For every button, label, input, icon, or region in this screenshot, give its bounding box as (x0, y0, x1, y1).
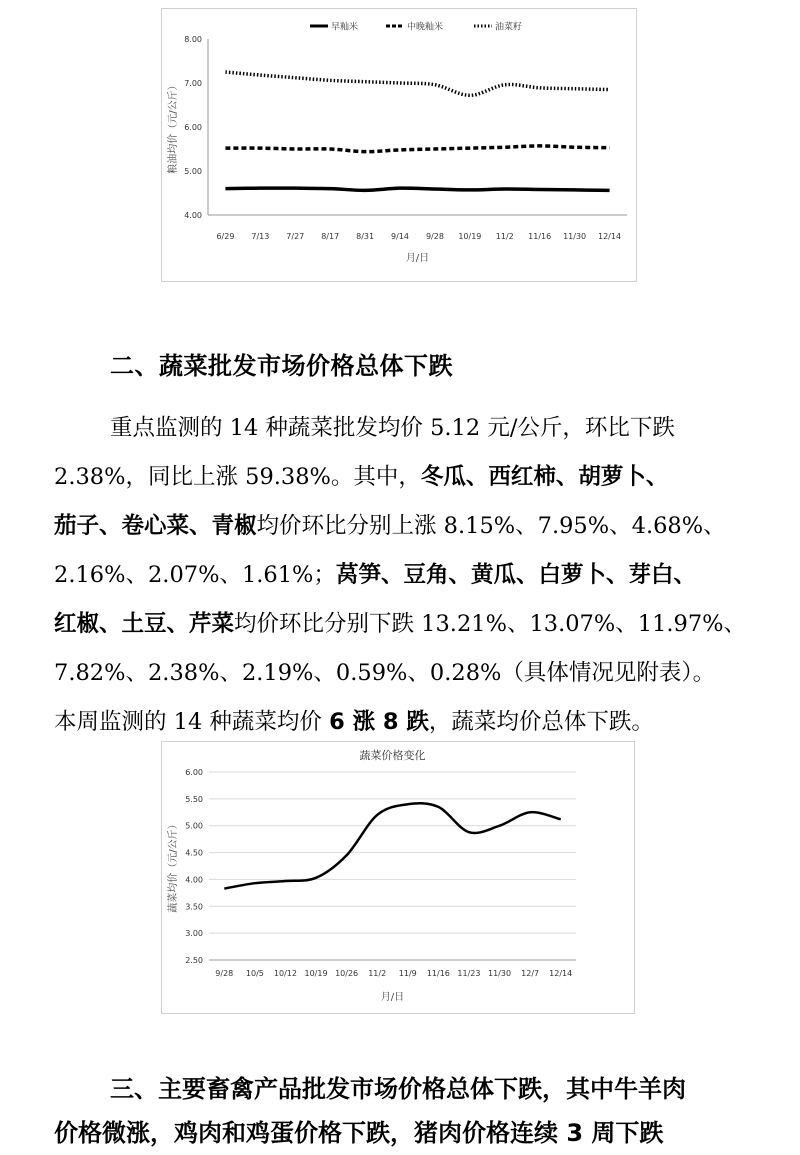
y-axis-label: 粮油均价（元/公斤） (166, 80, 179, 173)
x-tick-label: 11/2 (496, 232, 514, 241)
x-tick-label: 11/9 (399, 969, 417, 978)
x-tick-label: 12/7 (521, 969, 539, 978)
x-tick-label: 9/28 (215, 969, 233, 978)
y-tick-label: 6.00 (184, 123, 202, 132)
series-line-中晚籼米 (225, 146, 609, 152)
vegetable-price-paragraph (54, 404, 754, 747)
x-tick-label: 11/16 (427, 969, 450, 978)
section-3-heading-line-1: 三、主要畜禽产品批发市场价格总体下跌，其中牛羊肉 (54, 1067, 754, 1111)
x-tick-label: 9/14 (391, 232, 409, 241)
x-tick-label: 10/12 (274, 969, 297, 978)
rising-vegetables-bold: 茄子、卷心菜、青椒 (54, 513, 257, 539)
para-line-7 (54, 698, 754, 747)
x-tick-label: 10/26 (335, 969, 358, 978)
para-text: 7.82%、2.38%、2.19%、0.59%、0.28%（具体情况见附表）。 (54, 660, 715, 686)
y-tick-label: 4.00 (184, 211, 202, 220)
para-text: 2.38%，同比上涨 59.38%。其中， (54, 464, 421, 490)
x-tick-label: 11/30 (563, 232, 586, 241)
vegetable-price-chart (161, 741, 635, 1014)
para-line-3 (54, 502, 754, 551)
para-text: 均价环比分别下跌 13.21%、13.07%、11.97%、 (234, 611, 746, 637)
section-3-heading-line-2: 价格微涨，鸡肉和鸡蛋价格下跌，猪肉价格连续 3 周下跌 (54, 1111, 754, 1155)
para-text: 重点监测的 14 种蔬菜批发均价 5.12 元/公斤，环比下跌 (110, 415, 675, 441)
section-3-heading (54, 1067, 754, 1155)
y-tick-label: 6.00 (185, 768, 203, 777)
series-line-油菜籽 (225, 72, 609, 95)
para-line-4 (54, 551, 754, 600)
y-axis-label: 蔬菜均价（元/公斤） (166, 819, 179, 912)
y-tick-label: 5.00 (184, 167, 202, 176)
x-tick-label: 8/31 (356, 232, 374, 241)
x-tick-label: 11/2 (368, 969, 386, 978)
x-tick-label: 12/14 (598, 232, 621, 241)
para-text: 本周监测的 14 种蔬菜均价 (54, 709, 329, 735)
rise-fall-count-bold: 6 涨 8 跌 (329, 709, 429, 735)
series-line-vegetable-price (224, 803, 560, 888)
y-tick-label: 5.50 (185, 795, 203, 804)
y-tick-label: 5.00 (185, 822, 203, 831)
y-tick-label: 2.50 (185, 956, 203, 965)
grain-oil-price-chart (161, 8, 637, 282)
para-line-5 (54, 600, 754, 649)
x-tick-label: 7/27 (286, 232, 304, 241)
falling-vegetables-bold: 莴笋、豆角、黄瓜、白萝卜、芽白、 (336, 562, 696, 588)
x-tick-label: 9/28 (426, 232, 444, 241)
rising-vegetables-bold: 冬瓜、西红柿、胡萝卜、 (421, 464, 669, 490)
para-line-6 (54, 649, 754, 698)
legend-entry: 早籼米 (331, 21, 358, 33)
x-tick-label: 7/13 (251, 232, 269, 241)
x-tick-label: 10/5 (246, 969, 264, 978)
para-text: 2.16%、2.07%、1.61%； (54, 562, 336, 588)
grain-oil-price-chart-svg (162, 9, 636, 281)
x-tick-label: 6/29 (216, 232, 234, 241)
y-tick-label: 8.00 (184, 35, 202, 44)
series-line-早籼米 (225, 188, 609, 190)
legend-entry: 油菜籽 (495, 21, 522, 33)
y-tick-label: 7.00 (184, 79, 202, 88)
vegetable-price-chart-svg (162, 742, 634, 1013)
y-tick-label: 3.00 (185, 929, 203, 938)
x-axis-label: 月/日 (381, 991, 404, 1003)
falling-vegetables-bold: 红椒、土豆、芹菜 (54, 611, 234, 637)
x-tick-label: 10/19 (305, 969, 328, 978)
para-text: 均价环比分别上涨 8.15%、7.95%、4.68%、 (257, 513, 726, 539)
para-line-1 (54, 404, 754, 453)
para-line-2 (54, 453, 754, 502)
x-tick-label: 8/17 (321, 232, 339, 241)
x-axis-label: 月/日 (406, 252, 429, 264)
x-tick-label: 11/30 (488, 969, 511, 978)
x-tick-label: 11/16 (528, 232, 551, 241)
x-tick-label: 12/14 (549, 969, 572, 978)
x-tick-label: 10/19 (458, 232, 481, 241)
y-tick-label: 4.00 (185, 875, 203, 884)
chart-title: 蔬菜价格变化 (360, 748, 426, 762)
para-text: ，蔬菜均价总体下跌。 (429, 709, 654, 735)
legend-entry: 中晚籼米 (407, 21, 443, 33)
x-tick-label: 11/23 (457, 969, 480, 978)
y-tick-label: 3.50 (185, 902, 203, 911)
section-2-heading: 二、蔬菜批发市场价格总体下跌 (110, 346, 453, 381)
y-tick-label: 4.50 (185, 849, 203, 858)
